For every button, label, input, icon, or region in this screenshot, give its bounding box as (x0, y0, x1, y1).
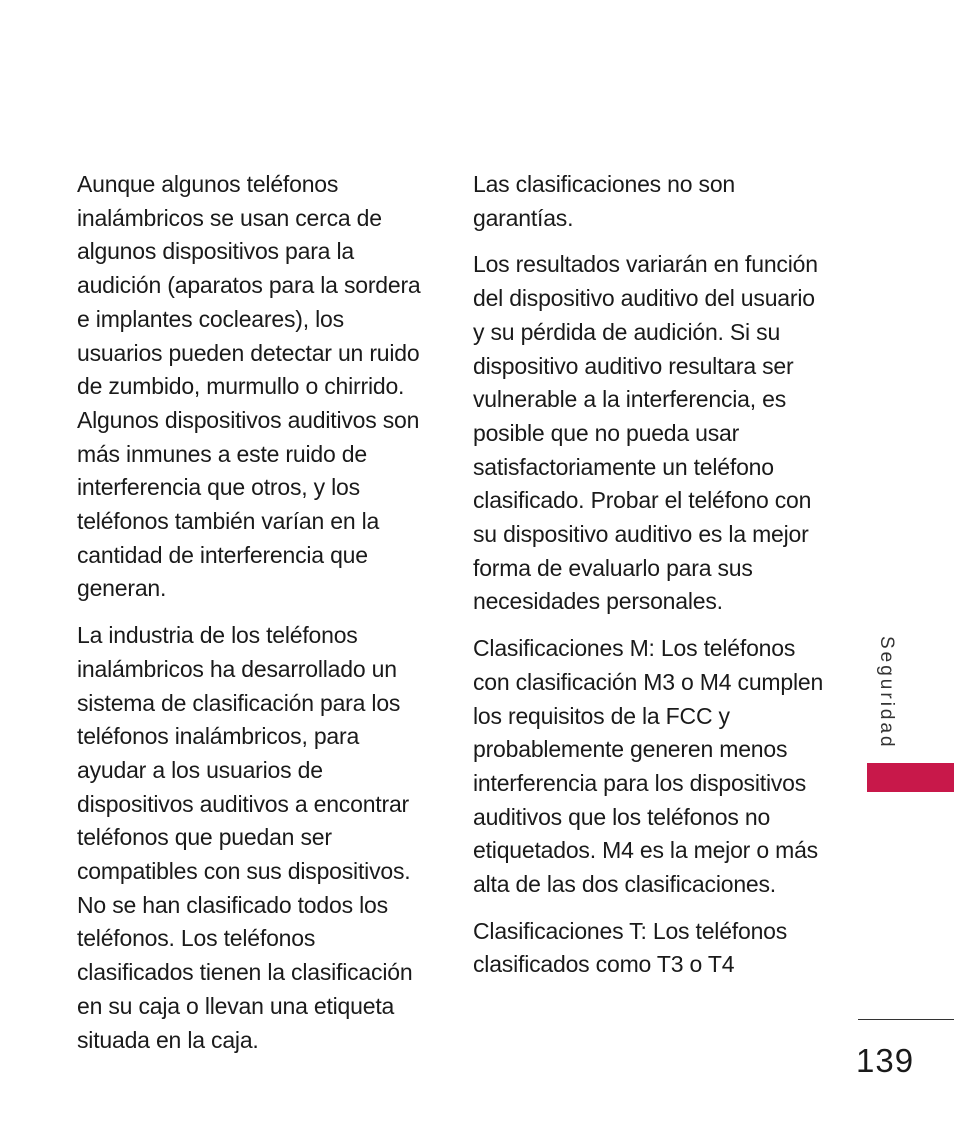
paragraph: Clasificaciones T: Los teléfonos clasificados como T3 o T4 (473, 917, 788, 978)
section-tab-marker (867, 763, 954, 792)
page-number: 139 (856, 1042, 915, 1079)
paragraph: Las clasificaciones no son garantías. (473, 171, 736, 231)
left-text-column (77, 168, 427, 1070)
paragraph: La industria de los teléfonos inalámbricos ha desarrollado un sistema de clasificación para los teléfonos inalámbricos, para ayudar a los usuarios de dispositivos auditivos a encontrar teléfonos que puedan ser compatibles con sus dispositivos. No se han clasificado todos los teléfonos. Los teléfonos clasificados tienen la clasificación en su caja o llevan una etiqueta situada en la caja. (77, 622, 413, 1053)
paragraph: Aunque algunos teléfonos inalámbricos se usan cerca de algunos dispositivos para la audición (aparatos para la sordera e implantes cocleares), los usuarios pueden detectar un ruido de zumbido, murmullo o chirrido. Algunos dispositivos auditivos son más inmunes a este ruido de interferencia que otros, y los teléfonos también varían en la cantidad de interferencia que generan. (77, 171, 421, 602)
section-label: Seguridad (876, 636, 897, 750)
right-text-column (473, 168, 825, 995)
paragraph: Clasificaciones M: Los teléfonos con clasificación M3 o M4 cumplen los requisitos de la FCC y probablemente generen menos interferencia para los dispositivos auditivos que los teléfonos no etiquetados. M4 es la mejor o más alta de las dos clasificaciones. (473, 635, 824, 898)
paragraph: Los resultados variarán en función del dispositivo auditivo del usuario y su pérdida de audición. Si su dispositivo auditivo resultara ser vulnerable a la interferencia, es posible que no pueda usar satisfactoriamente un teléfono clasificado. Probar el teléfono con su dispositivo auditivo es la mejor forma de evaluarlo para sus necesidades personales. (473, 251, 818, 615)
page-divider (858, 1019, 954, 1020)
